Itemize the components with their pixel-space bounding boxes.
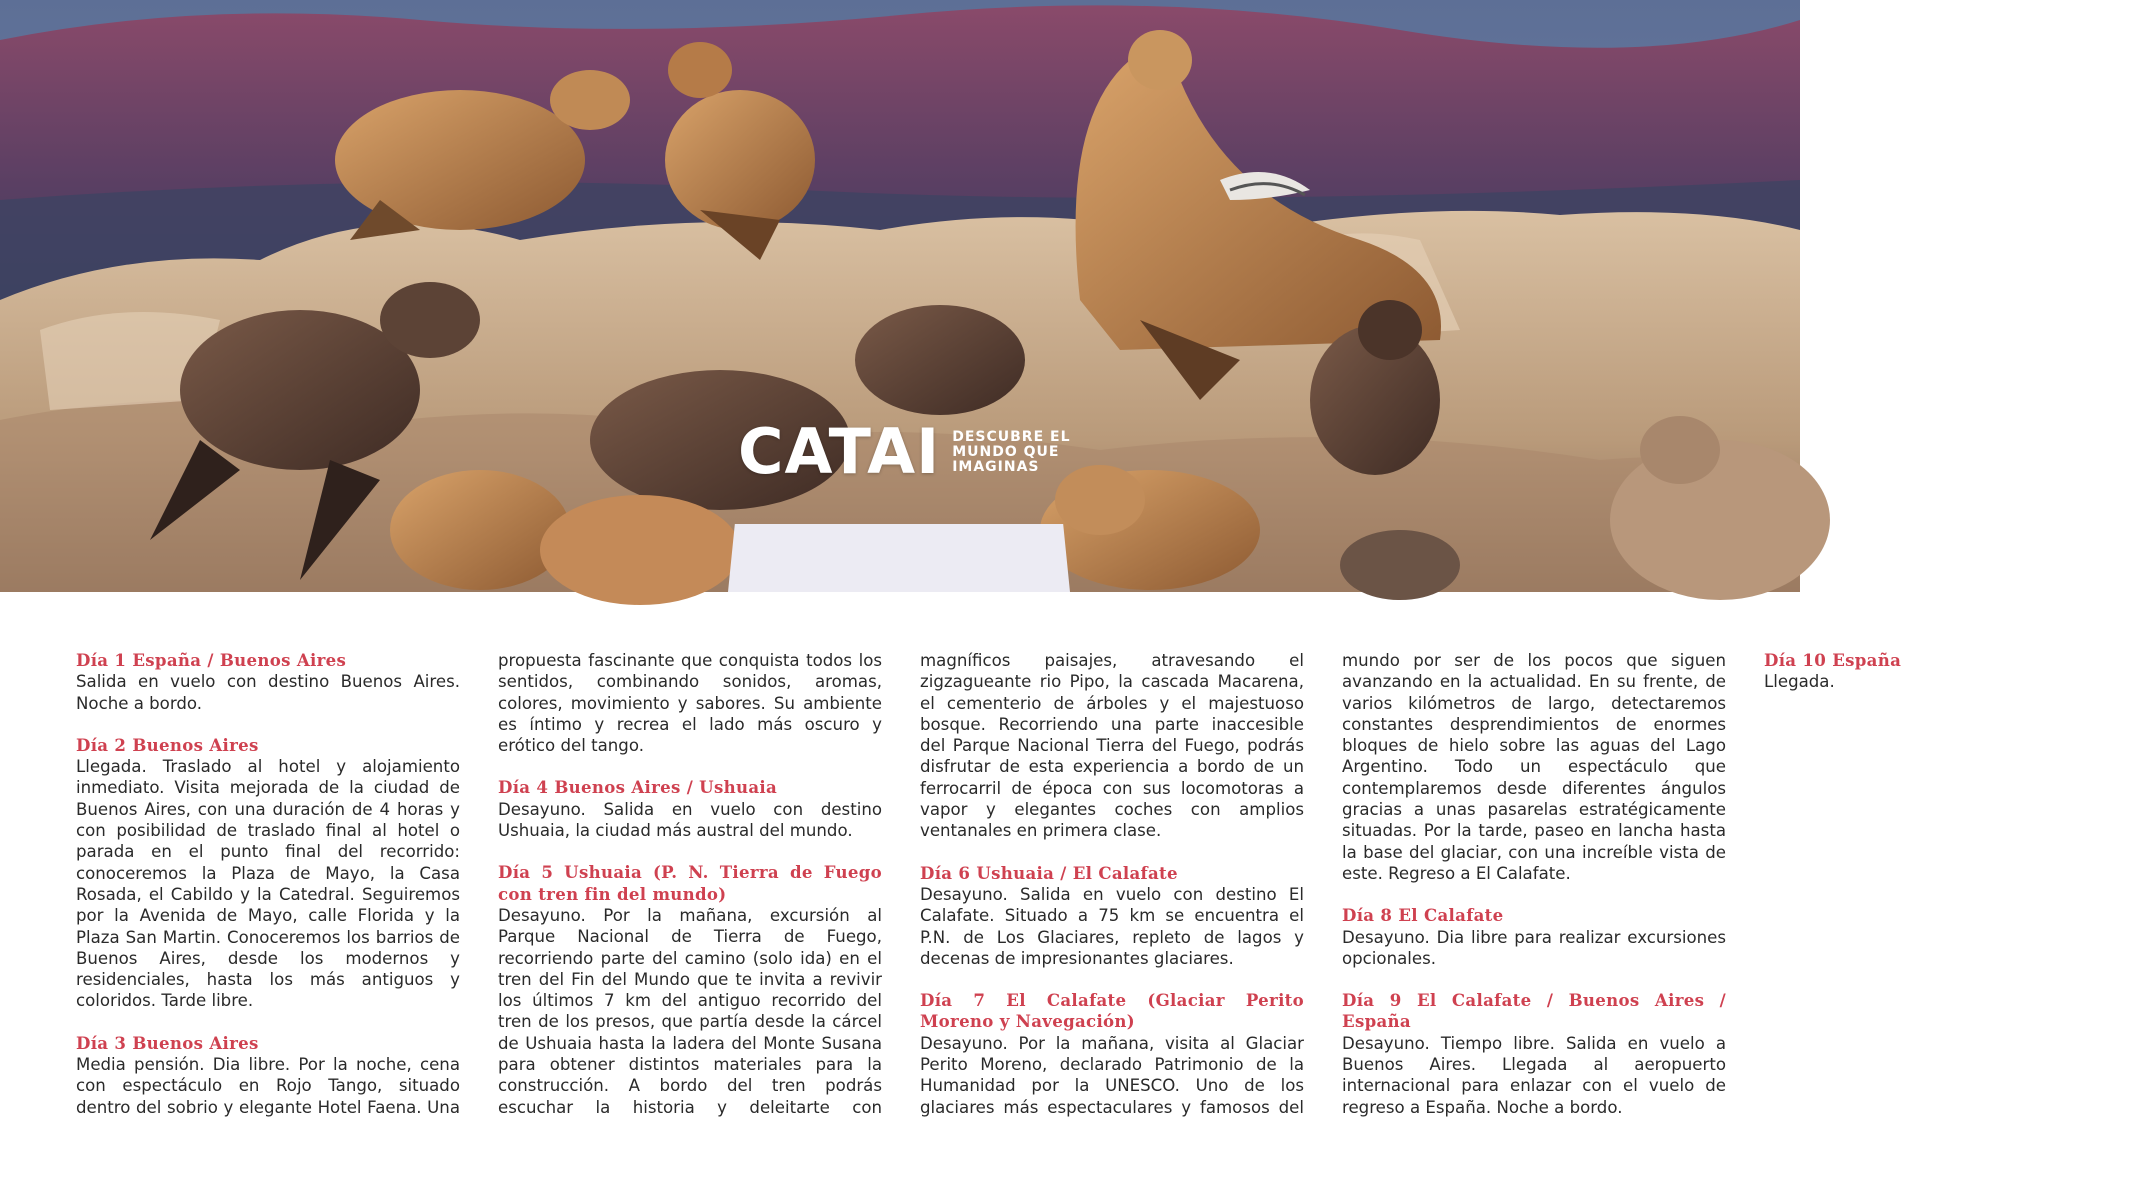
page-tab-decoration — [728, 524, 1070, 592]
day-description: Media pensión. Dia libre. Por la noche, cena con espectáculo en Rojo Tango, situado dentro del sobrio y elegante Hotel Faena. Una propuesta fascinante que conquista todos los sentidos, combinando sonidos, aromas, colores, movimiento y sabores. Su ambiente es íntimo y recrea el lado más oscuro y erótico del tango. — [76, 651, 882, 1117]
day-title: Día 1 España / Buenos Aires — [76, 650, 347, 670]
day-description: Desayuno. Tiempo libre. Salida en vuelo a Buenos Aires. Llegada al aeropuerto internacional para enlazar con el vuelo de regreso a España. Noche a bordo. — [1342, 1033, 1726, 1117]
itinerary-day-9 — [1342, 990, 1726, 1118]
itinerary-day-10 — [1764, 650, 2148, 693]
day-description: Salida en vuelo con destino Buenos Aires. Noche a bordo. — [76, 672, 460, 713]
day-title: Día 10 España — [1764, 650, 1902, 670]
day-title: Día 5 Ushuaia (P. N. Tierra de Fuego con tren fin del mundo) — [498, 862, 882, 904]
itinerary-day-8 — [1342, 905, 1726, 969]
day-description: Llegada. Traslado al hotel y alojamiento inmediato. Visita mejorada de la ciudad de Buenos Aires, con una duración de 4 horas y con posibilidad de traslado final al hotel o parada en el punto final del recorrido: conoceremos la Plaza de Mayo, la Casa Rosada, el Cabildo y la Catedral. Seguiremos por la Avenida de Mayo, calle Florida y la Plaza San Martin. Conoceremos los barrios de Buenos Aires, desde los modernos y residenciales, hasta los más antiguos y coloridos. Tarde libre. — [76, 757, 460, 1011]
itinerary-columns — [76, 650, 1902, 1120]
day-description: Llegada. — [1764, 672, 1835, 692]
logo-tagline: DESCUBRE EL MUNDO QUE IMAGINAS — [952, 428, 1071, 475]
day-description: Desayuno. Por la mañana, visita al Glaciar Perito Moreno, declarado Patrimonio de la Humanidad por la UNESCO. Uno de los glaciares más espectaculares y famosos del mundo por ser de los pocos que siguen avanzando en la actualidad. En su frente, de varios kilómetros de largo, detectaremos constantes desprendimientos de enormes bloques de hielo sobre las aguas del Lago Argentino. Todo un espectáculo que contemplaremos desde diferentes ángulos gracias a unas pasarelas estratégicamente situadas. Por la tarde, paseo en lancha hasta la base del glaciar, con una increíble vista de este. Regreso a El Calafate. — [920, 651, 1726, 1117]
itinerary-day-4 — [498, 777, 882, 841]
day-title: Día 4 Buenos Aires / Ushuaia — [498, 777, 778, 798]
day-description: Desayuno. Dia libre para realizar excursiones opcionales. — [1342, 927, 1726, 968]
day-description: Desayuno. Salida en vuelo con destino Ushuaia, la ciudad más austral del mundo. — [498, 799, 882, 841]
itinerary-day-1 — [76, 650, 460, 714]
day-title: Día 8 El Calafate — [1342, 905, 1504, 926]
itinerary-day-6 — [920, 863, 1304, 969]
day-title: Día 2 Buenos Aires — [76, 734, 259, 755]
itinerary-day-2 — [76, 735, 460, 1012]
day-title: Día 3 Buenos Aires — [76, 1032, 259, 1053]
catai-logo — [738, 415, 1092, 488]
hero-photo — [0, 0, 1800, 592]
day-title: Día 9 El Calafate / Buenos Aires / España — [1342, 990, 1726, 1032]
logo-wordmark: CATAI — [738, 415, 941, 488]
day-title: Día 6 Ushuaia / El Calafate — [920, 862, 1178, 883]
sea-lions-on-rocks-photo — [0, 0, 1800, 592]
day-title: Día 7 El Calafate (Glaciar Perito Moreno y Navegación) — [920, 990, 1304, 1032]
day-description: Desayuno. Por la mañana, excursión al Parque Nacional de Tierra de Fuego, recorriendo parte del camino (solo ida) en el tren del Fin del Mundo que te invita a revivir los últimos 7 km del antiguo recorrido del tren de los presos, que partía desde la cárcel de Ushuaia hasta la ladera del Monte Susana para obtener distintos materiales para la construcción. A bordo del tren podrás escuchar la historia y deleitarte con magníficos paisajes, atravesando el zigzagueante rio Pipo, la cascada Macarena, el cementerio de árboles y el majestuoso bosque. Recorriendo una parte inaccesible del Parque Nacional Tierra del Fuego, podrás disfrutar de esta experiencia a bordo de un ferrocarril de época con sus locomotoras a vapor y elegantes coches con amplios ventanales en primera clase. — [498, 651, 1304, 1117]
day-description: Desayuno. Salida en vuelo con destino El Calafate. Situado a 75 km se encuentra el P.N. de Los Glaciares, repleto de lagos y decenas de impresionantes glaciares. — [920, 884, 1304, 968]
